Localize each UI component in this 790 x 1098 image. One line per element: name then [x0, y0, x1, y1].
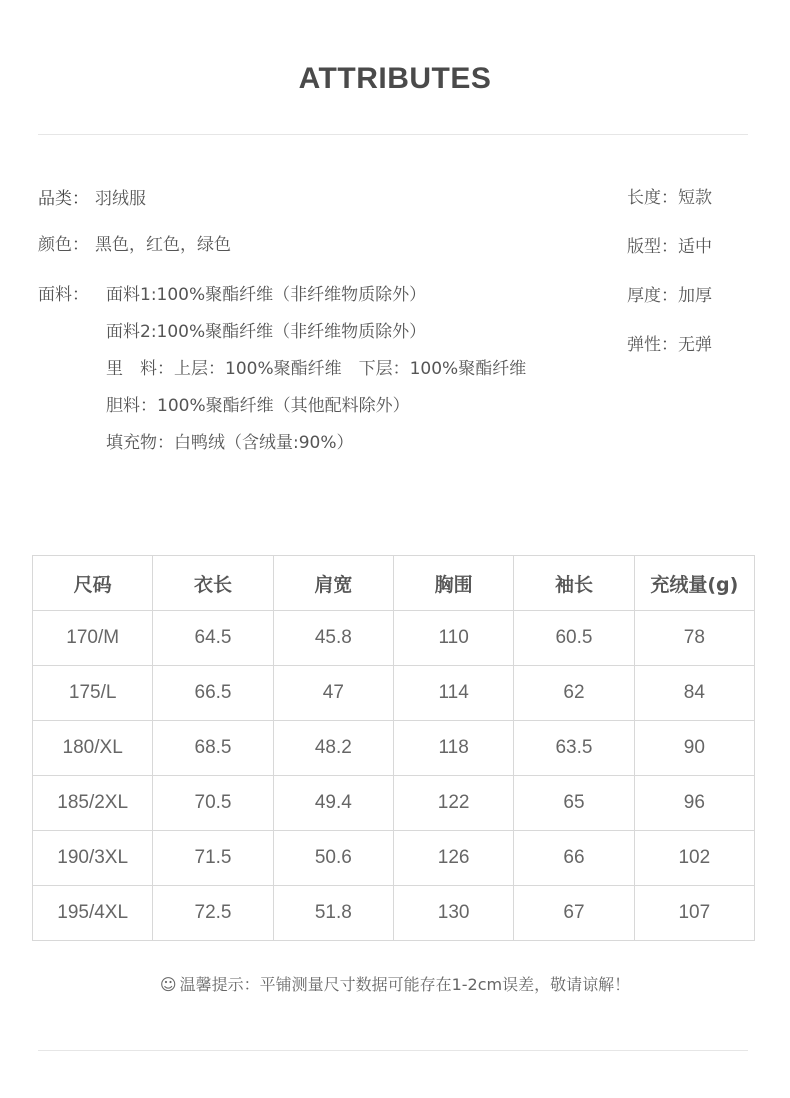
cell-shoulder: 51.8: [273, 886, 393, 941]
cell-sleeve: 63.5: [514, 721, 634, 776]
cell-chest: 110: [393, 611, 513, 666]
attr-thickness-value: 加厚: [678, 286, 712, 306]
header-chest: 胸围: [393, 556, 513, 611]
attr-fit-label: 版型：: [627, 237, 678, 257]
table-row: [33, 611, 755, 666]
cell-shoulder: 47: [273, 666, 393, 721]
cell-size: 170/M: [33, 611, 153, 666]
cell-size: 185/2XL: [33, 776, 153, 831]
cell-fill-weight: 96: [634, 776, 754, 831]
attr-category-value: 羽绒服: [95, 189, 146, 209]
table-row: [33, 721, 755, 776]
cell-chest: 114: [393, 666, 513, 721]
attr-fabric-label: 面料：: [38, 285, 89, 305]
page-title: ATTRIBUTES: [298, 62, 492, 95]
attr-color-label: 颜色：: [38, 235, 89, 255]
cell-chest: 130: [393, 886, 513, 941]
cell-size: 190/3XL: [33, 831, 153, 886]
cell-size: 180/XL: [33, 721, 153, 776]
bottom-divider: [38, 1050, 748, 1051]
attr-thickness: [627, 285, 712, 307]
cell-fill-weight: 84: [634, 666, 754, 721]
fabric-line-5: 填充物：白鸭绒（含绒量:90%）: [106, 433, 354, 453]
attr-color: [38, 234, 231, 256]
cell-sleeve: 66: [514, 831, 634, 886]
header-size: 尺码: [33, 556, 153, 611]
attr-category: [38, 188, 146, 210]
cell-sleeve: 65: [514, 776, 634, 831]
cell-shoulder: 49.4: [273, 776, 393, 831]
attr-color-value: 黑色，红色，绿色: [95, 235, 231, 255]
cell-size: 195/4XL: [33, 886, 153, 941]
fabric-line-3: 里 料：上层：100%聚酯纤维 下层：100%聚酯纤维: [106, 359, 527, 379]
header-fill-weight: 充绒量(g): [634, 556, 754, 611]
cell-sleeve: 67: [514, 886, 634, 941]
cell-chest: 118: [393, 721, 513, 776]
cell-length: 64.5: [153, 611, 273, 666]
cell-size: 175/L: [33, 666, 153, 721]
fabric-line-2: 面料2:100%聚酯纤维（非纤维物质除外）: [106, 322, 427, 342]
header-shoulder: 肩宽: [273, 556, 393, 611]
tip-text: 温馨提示：平铺测量尺寸数据可能存在1-2cm误差，敬请谅解！: [179, 975, 631, 994]
attr-fit: [627, 236, 712, 258]
table-row: [33, 776, 755, 831]
cell-fill-weight: 102: [634, 831, 754, 886]
table-header-row: [33, 556, 755, 611]
cell-fill-weight: 90: [634, 721, 754, 776]
attr-elasticity-label: 弹性：: [627, 335, 678, 355]
cell-fill-weight: 78: [634, 611, 754, 666]
attr-length-label: 长度：: [627, 188, 678, 208]
cell-length: 70.5: [153, 776, 273, 831]
cell-fill-weight: 107: [634, 886, 754, 941]
table-row: [33, 886, 755, 941]
cell-sleeve: 62: [514, 666, 634, 721]
attr-elasticity-value: 无弹: [678, 335, 712, 355]
cell-length: 72.5: [153, 886, 273, 941]
measurement-tip: [0, 972, 790, 995]
header-length: 衣长: [153, 556, 273, 611]
table-row: [33, 666, 755, 721]
cell-length: 68.5: [153, 721, 273, 776]
table-row: [33, 831, 755, 886]
size-table: [32, 555, 755, 941]
attr-fit-value: 适中: [678, 237, 712, 257]
top-divider: [38, 134, 748, 135]
fabric-line-1: 面料1:100%聚酯纤维（非纤维物质除外）: [106, 285, 427, 305]
cell-shoulder: 50.6: [273, 831, 393, 886]
cell-chest: 122: [393, 776, 513, 831]
smile-icon: ☺: [159, 975, 177, 994]
cell-length: 66.5: [153, 666, 273, 721]
cell-shoulder: 45.8: [273, 611, 393, 666]
header-sleeve: 袖长: [514, 556, 634, 611]
fabric-line-4: 胆料：100%聚酯纤维（其他配料除外）: [106, 396, 410, 416]
attr-length: [627, 187, 712, 209]
attr-elasticity: [627, 334, 712, 356]
cell-length: 71.5: [153, 831, 273, 886]
attr-thickness-label: 厚度：: [627, 286, 678, 306]
attr-length-value: 短款: [678, 188, 712, 208]
attr-category-label: 品类：: [38, 189, 89, 209]
cell-chest: 126: [393, 831, 513, 886]
cell-shoulder: 48.2: [273, 721, 393, 776]
cell-sleeve: 60.5: [514, 611, 634, 666]
